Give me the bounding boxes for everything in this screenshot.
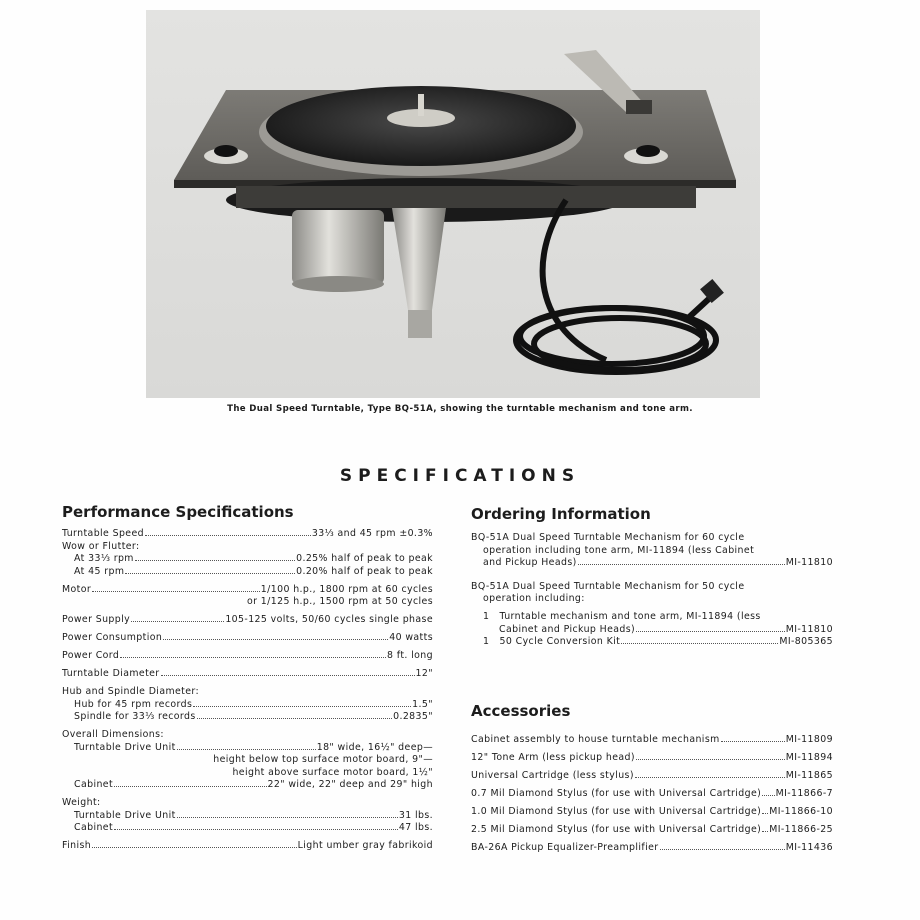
spec-row-finish: Finish Light umber gray fabrikoid (62, 840, 433, 851)
ordering-list (471, 532, 833, 649)
performance-title: Performance Specifications (62, 503, 294, 521)
photo-caption: The Dual Speed Turntable, Type BQ-51A, showing the turntable mechanism and tone arm. (227, 404, 693, 414)
order-item-2-sub1-line2: Cabinet and Pickup Heads) MI-11810 (499, 623, 833, 635)
spec-row-wow: Wow or Flutter: (62, 540, 140, 552)
performance-list (62, 528, 433, 853)
spec-row-speed: Turntable Speed 33⅓ and 45 rpm ±0.3% (62, 528, 433, 539)
order-item-2-line1: BQ-51A Dual Speed Turntable Mechanism for 50 cycle (471, 580, 745, 592)
spec-row-drive-unit: Turntable Drive Unit 18" wide, 16½" deep— (74, 741, 433, 753)
spec-row-dimensions: Overall Dimensions: (62, 729, 164, 740)
spec-row-cabinet-dim: Cabinet 22" wide, 22" deep and 29" high (74, 779, 433, 790)
accessory-item: Cabinet assembly to house turntable mechanism MI-11809 (471, 734, 833, 745)
spec-row-motor-alt: or 1/125 h.p., 1500 rpm at 50 cycles (247, 596, 433, 607)
accessories-list (471, 734, 833, 855)
turntable-illustration (146, 10, 760, 398)
spec-row-hub: Hub and Spindle Diameter: (62, 686, 200, 697)
order-item-2-sub1: 1 Turntable mechanism and tone arm, MI-11894 (less (483, 611, 761, 622)
spec-row-power-supply: Power Supply 105-125 volts, 50/60 cycles single phase (62, 614, 433, 625)
accessory-item: 2.5 Mil Diamond Stylus (for use with Universal Cartridge) MI-11866-25 (471, 824, 833, 835)
accessory-item: 1.0 Mil Diamond Stylus (for use with Universal Cartridge) MI-11866-10 (471, 806, 833, 817)
order-item-1-line3: and Pickup Heads) MI-11810 (483, 557, 833, 568)
order-item-1-line1: BQ-51A Dual Speed Turntable Mechanism for 60 cycle (471, 532, 745, 543)
spec-row-wow-33: At 33⅓ rpm 0.25% half of peak to peak (74, 553, 433, 564)
spec-row-motor: Motor 1/100 h.p., 1800 rpm at 60 cycles (62, 583, 433, 595)
accessory-item: BA-26A Pickup Equalizer-Preamplifier MI-11436 (471, 842, 833, 853)
order-item-1-line2: operation including tone arm, MI-11894 (less Cabinet (483, 544, 755, 556)
spec-row-weight: Weight: (62, 797, 101, 808)
spec-row-weight-drive: Turntable Drive Unit 31 lbs. (74, 809, 433, 821)
spec-row-power-cord: Power Cord 8 ft. long (62, 650, 433, 661)
accessory-item: 12" Tone Arm (less pickup head) MI-11894 (471, 752, 833, 763)
spec-row-weight-cabinet: Cabinet 47 lbs. (74, 822, 433, 833)
accessory-item: 0.7 Mil Diamond Stylus (for use with Universal Cartridge) MI-11866-7 (471, 788, 833, 799)
spec-row-diameter: Turntable Diameter 12" (62, 668, 433, 679)
order-item-2-line2: operation including: (483, 593, 585, 604)
spec-row-hub-45: Hub for 45 rpm records 1.5" (74, 698, 433, 710)
specifications-heading: SPECIFICATIONS (339, 466, 581, 486)
turntable-photo (146, 10, 760, 398)
spec-row-spindle: Spindle for 33⅓ records 0.2835" (74, 711, 433, 722)
power-cord (516, 200, 716, 372)
spec-row-wow-45: At 45 rpm 0.20% half of peak to peak (74, 565, 433, 577)
accessories-title: Accessories (471, 702, 571, 720)
ordering-title: Ordering Information (471, 505, 651, 523)
accessory-item: Universal Cartridge (less stylus) MI-11865 (471, 770, 833, 781)
spec-row-power-consumption: Power Consumption 40 watts (62, 632, 433, 643)
spec-row-drive-line2: height below top surface motor board, 9"— (213, 754, 433, 765)
motor-can (292, 210, 384, 284)
order-item-2-sub2: 1 50 Cycle Conversion Kit MI-805365 (483, 636, 833, 647)
spindle-housing (392, 208, 446, 310)
spec-row-drive-line3: height above surface motor board, 1½" (232, 766, 433, 778)
